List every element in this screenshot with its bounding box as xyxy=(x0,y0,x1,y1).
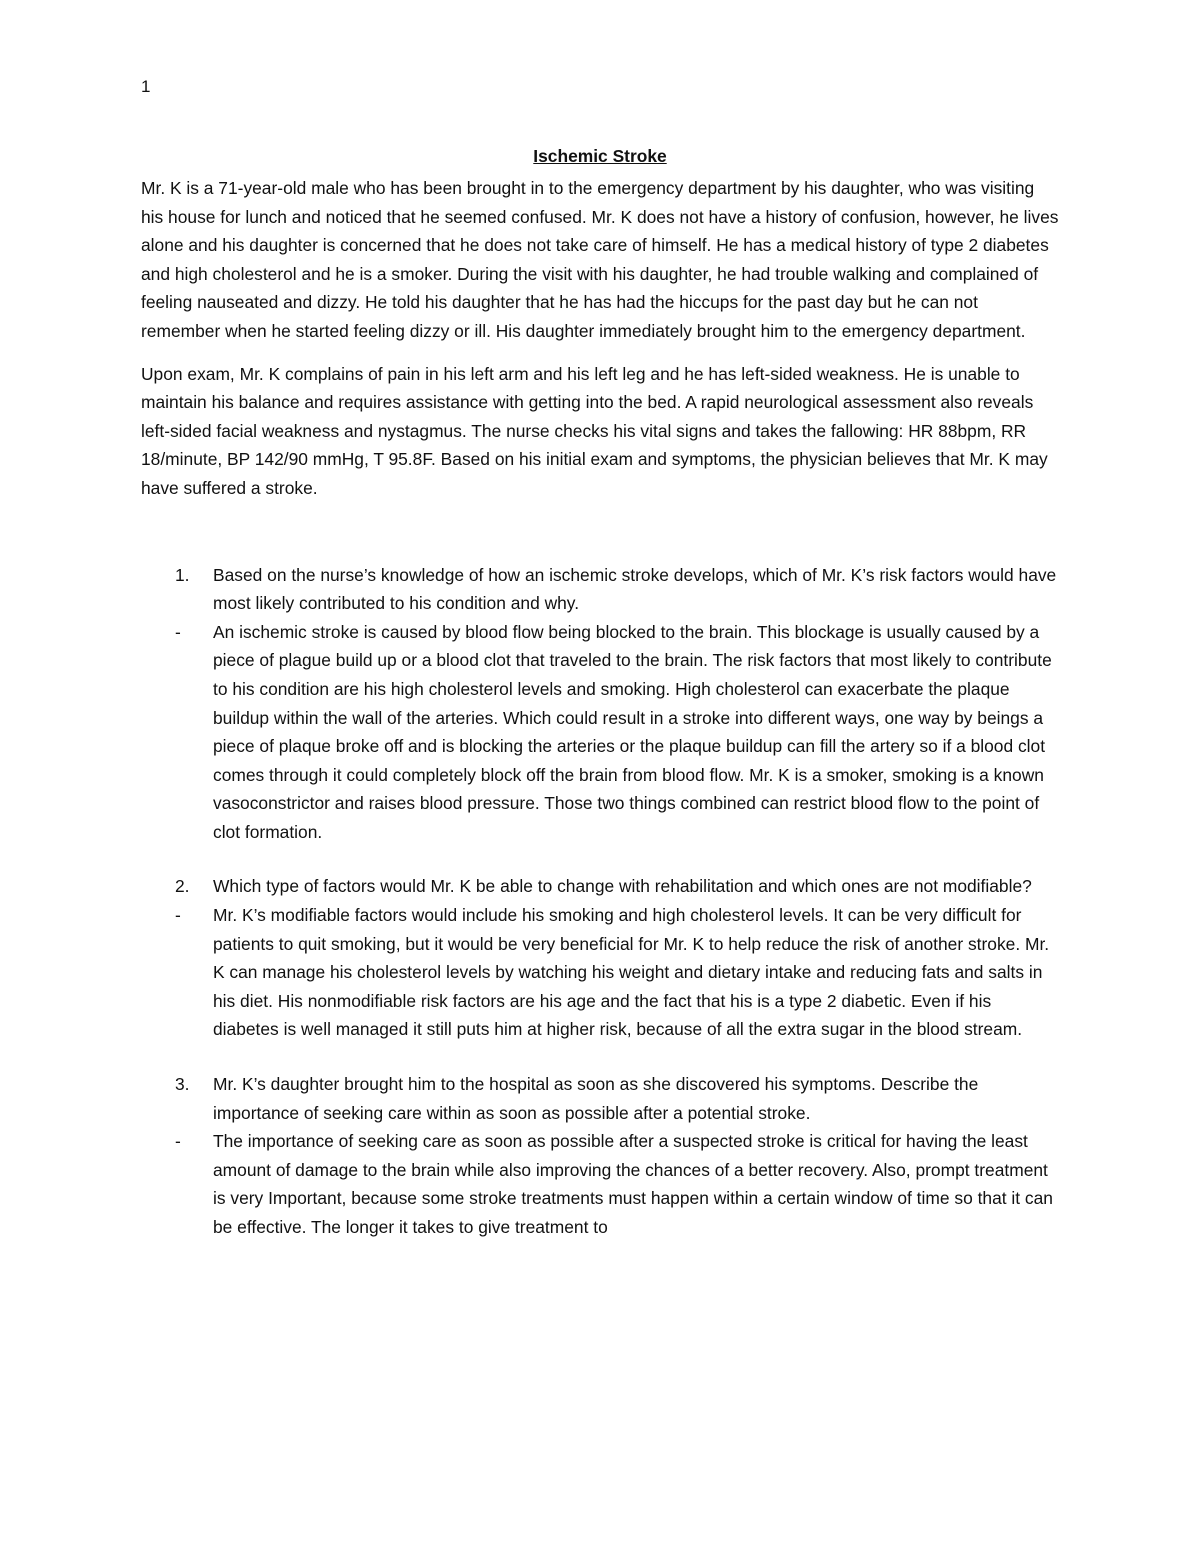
question-block-2 xyxy=(141,872,1059,1044)
page-number: 1 xyxy=(141,77,151,96)
answer-text: The importance of seeking care as soon as possible after a suspected stroke is critical for having the least amount of damage to the brain while also improving the chances of a better recovery. Also, prompt treatment is very Important, because some stroke treatments must happen within a certain window of time so that it can be effective. The longer it takes to give treatment to xyxy=(213,1131,1053,1237)
question-row xyxy=(141,1070,1059,1127)
question-row xyxy=(141,561,1059,618)
answer-row xyxy=(141,901,1059,1044)
section-spacer xyxy=(141,517,1059,561)
case-paragraph-1: Mr. K is a 71-year-old male who has been brought in to the emergency department by his daughter, who was visiting his house for lunch and noticed that he seemed confused. Mr. K does not have a history of confusion, however, he lives alone and his daughter is concerned that he does not take care of himself. He has a medical history of type 2 diabetes and high cholesterol and he is a smoker. During the visit with his daughter, he had trouble walking and complained of feeling nauseated and dizzy. He told his daughter that he has had the hiccups for the past day but he can not remember when he started feeling dizzy or ill. His daughter immediately brought him to the emergency department. xyxy=(141,178,1059,341)
answer-bullet: - xyxy=(175,1131,181,1152)
question-number: 2. xyxy=(175,876,190,897)
document-title: Ischemic Stroke xyxy=(533,146,667,166)
answer-bullet: - xyxy=(175,905,181,926)
case-paragraph-2: Upon exam, Mr. K complains of pain in his left arm and his left leg and he has left-sided weakness. He is unable to maintain his balance and requires assistance with getting into the bed. A rapid neurological assessment also reveals left-sided facial weakness and nystagmus. The nurse checks his vital signs and takes the fallowing: HR 88bpm, RR 18/minute, BP 142/90 mmHg, T 95.8F. Based on his initial exam and symptoms, the physician believes that Mr. K may have suffered a stroke. xyxy=(141,363,1048,498)
question-text: Which type of factors would Mr. K be able to change with rehabilitation and which ones are not modifiable? xyxy=(213,876,1032,897)
question-row xyxy=(141,872,1059,901)
document-body xyxy=(141,140,1059,1268)
answer-text: An ischemic stroke is caused by blood flow being blocked to the brain. This blockage is usually caused by a piece of plague build up or a blood clot that traveled to the brain. The risk factors that most likely to contribute to his condition are his high cholesterol levels and smoking. High cholesterol can exacerbate the plaque buildup within the wall of the arteries. Which could result in a stroke into different ways, one way by beings a piece of plaque broke off and is blocking the arteries or the plaque buildup can fill the artery so if a blood clot comes through it could completely block off the brain from blood flow. Mr. K is a smoker, smoking is a known vasoconstrictor and raises blood pressure. Those two things combined can restrict blood flow to the point of clot formation. xyxy=(213,621,1052,842)
question-text: Mr. K’s daughter brought him to the hospital as soon as she discovered his symptoms. Describe the importance of seeking care within as soon as possible after a potential stroke. xyxy=(213,1074,979,1123)
question-block-1 xyxy=(141,561,1059,847)
question-number: 1. xyxy=(175,564,190,585)
question-block-3 xyxy=(141,1070,1059,1242)
answer-row xyxy=(141,618,1059,847)
question-text: Based on the nurse’s knowledge of how an ischemic stroke develops, which of Mr. K’s risk factors would have most likely contributed to his condition and why. xyxy=(213,564,1057,614)
answer-text: Mr. K’s modifiable factors would include his smoking and high cholesterol levels. It can be very difficult for patients to quit smoking, but it would be very beneficial for Mr. K to help reduce the risk of another stroke. Mr. K can manage his cholesterol levels by watching his weight and dietary intake and reducing fats and salts in his diet. His nonmodifiable risk factors are his age and the fact that his is a type 2 diabetic. Even if his diabetes is well managed it still puts him at higher risk, because of all the extra sugar in the blood stream. xyxy=(213,905,1050,1040)
answer-bullet: - xyxy=(175,621,181,642)
answer-row xyxy=(141,1127,1059,1241)
question-number: 3. xyxy=(175,1074,190,1095)
